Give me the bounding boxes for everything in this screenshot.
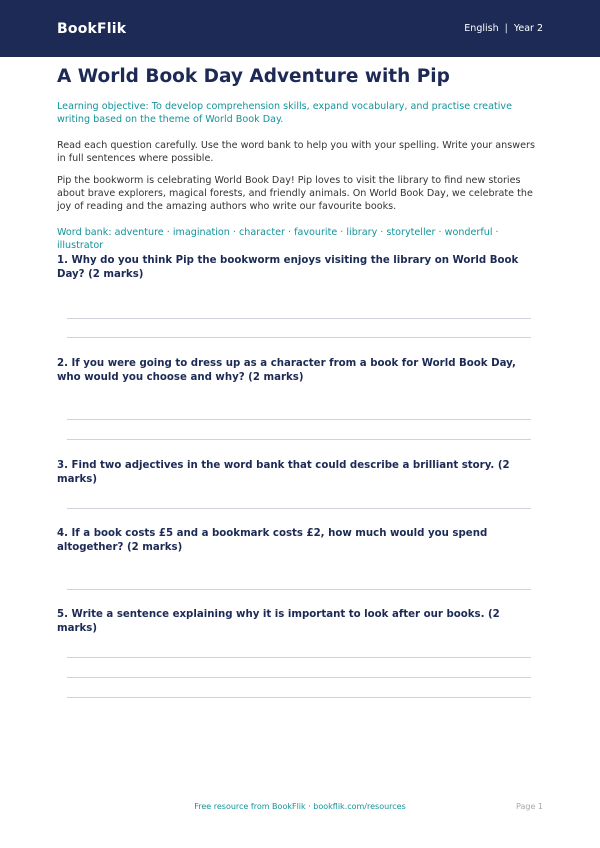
question-4: 4. If a book costs £5 and a bookmark costs £2, how much would you spend altogether? (2 marks) xyxy=(57,528,488,553)
learning-objective: Learning objective: To develop comprehension skills, expand vocabulary, and practise creative writing based on the theme of World Book Day. xyxy=(57,101,512,125)
word-bank: Word bank: adventure · imagination · character · favourite · library · storyteller · wonderful · illustrator xyxy=(57,227,499,251)
footer-resource-link[interactable]: Free resource from BookFlik · bookflik.com/resources xyxy=(194,802,406,811)
brand-logo[interactable]: BookFlik xyxy=(57,20,127,37)
page-number: Page 1 xyxy=(516,802,543,811)
answer-line[interactable] xyxy=(67,508,531,509)
answer-line[interactable] xyxy=(67,589,531,590)
answer-line[interactable] xyxy=(67,657,531,658)
answer-line[interactable] xyxy=(67,697,531,698)
answer-line[interactable] xyxy=(67,318,531,319)
answer-line[interactable] xyxy=(67,419,531,420)
meta-separator: | xyxy=(504,23,508,34)
answer-line[interactable] xyxy=(67,677,531,678)
question-5: 5. Write a sentence explaining why it is important to look after our books. (2 marks) xyxy=(57,609,500,634)
subject-label: English xyxy=(464,23,499,34)
question-3: 3. Find two adjectives in the word bank that could describe a brilliant story. (2 marks) xyxy=(57,460,510,485)
worksheet-meta xyxy=(464,23,543,34)
question-1: 1. Why do you think Pip the bookworm enjoys visiting the library on World Book Day? (2 marks) xyxy=(57,255,519,280)
answer-line[interactable] xyxy=(67,439,531,440)
site-header xyxy=(0,0,600,57)
story-text: Pip the bookworm is celebrating World Book Day! Pip loves to visit the library to find new stories about brave explorers, magical forests, and friendly animals. On World Book Day, we celebrate the joy of reading and the amazing authors who write our favourite books. xyxy=(57,175,533,212)
instructions-text: Read each question carefully. Use the word bank to help you with your spelling. Write your answers in full sentences where possible. xyxy=(57,140,535,164)
worksheet-intro xyxy=(57,66,543,252)
question-2: 2. If you were going to dress up as a character from a book for World Book Day, who would you choose and why? (2 marks) xyxy=(57,358,516,383)
page-title: A World Book Day Adventure with Pip xyxy=(57,66,450,87)
year-label: Year 2 xyxy=(513,23,543,34)
answer-line[interactable] xyxy=(67,337,531,338)
